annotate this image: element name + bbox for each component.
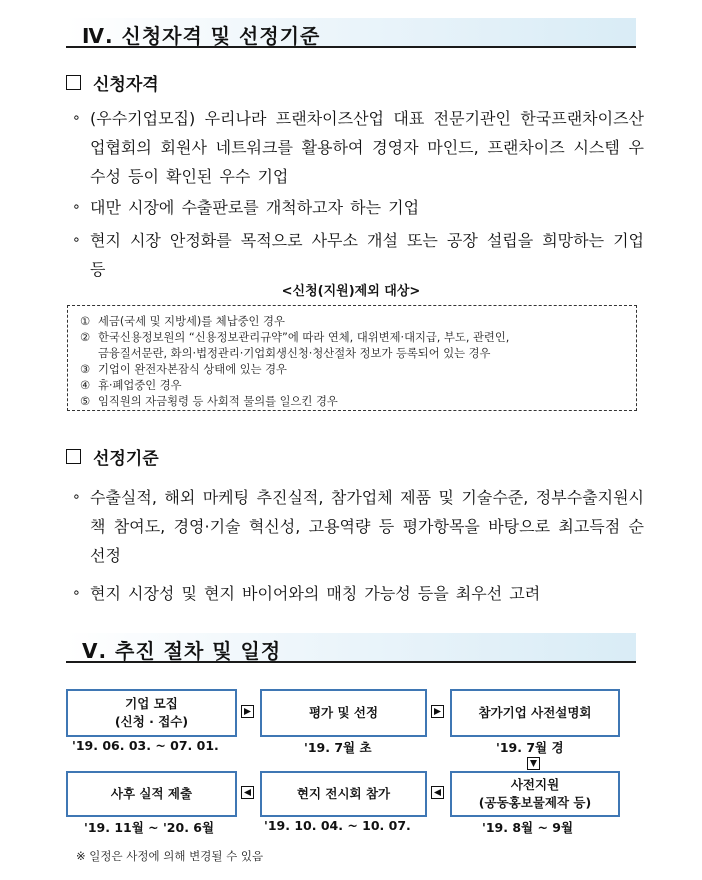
exclusion-item: ① 세금(국세 및 지방세)를 체납중인 경우 bbox=[80, 315, 285, 328]
subheading-eligibility: 신청자격 bbox=[66, 70, 159, 95]
process-step-evaluation: 평가 및 선정 bbox=[260, 689, 427, 737]
step-date: '19. 7월 경 bbox=[496, 740, 564, 755]
step-date: '19. 8월 ~ 9월 bbox=[482, 820, 574, 835]
exclusion-box bbox=[67, 305, 637, 411]
step-date: '19. 10. 04. ~ 10. 07. bbox=[264, 818, 411, 833]
ring-bullet-icon: ∘ bbox=[72, 199, 81, 215]
arrow-left-icon bbox=[431, 786, 444, 799]
exclusion-item: ④ 휴·폐업중인 경우 bbox=[80, 379, 182, 392]
exclusion-item: ③ 기업이 완전자본잠식 상태에 있는 경우 bbox=[80, 363, 287, 376]
step-date: '19. 7월 초 bbox=[304, 740, 372, 755]
ring-bullet-icon: ∘ bbox=[72, 489, 81, 505]
process-step-recruit: 기업 모집 (신청 · 접수) bbox=[66, 689, 237, 737]
section-header-5 bbox=[66, 633, 636, 663]
process-step-presupport: 사전지원 (공동홍보물제작 등) bbox=[450, 771, 620, 817]
exclusion-item: ② 한국신용정보원의 “신용정보관리규약”에 따라 연체, 대위변제·대지급, 부도, 관련인, bbox=[80, 331, 510, 344]
section-header-4 bbox=[66, 18, 636, 48]
subheading-criteria: 선정기준 bbox=[66, 444, 159, 469]
list-item: ∘ 현지 시장 안정화를 목적으로 사무소 개설 또는 공장 설립을 희망하는 기업 등 bbox=[72, 226, 644, 284]
process-step-briefing: 참가기업 사전설명회 bbox=[450, 689, 620, 737]
section-title: Ⅳ. 신청자격 및 선정기준 bbox=[82, 24, 321, 48]
arrow-right-icon bbox=[241, 705, 254, 718]
checkbox-square-icon bbox=[66, 75, 81, 90]
checkbox-square-icon bbox=[66, 449, 81, 464]
arrow-down-icon bbox=[527, 757, 540, 770]
process-step-exhibition: 현지 전시회 참가 bbox=[260, 771, 427, 817]
ring-bullet-icon: ∘ bbox=[72, 585, 81, 601]
exclusion-title: <신청(지원)제외 대상> bbox=[281, 284, 421, 299]
ring-bullet-icon: ∘ bbox=[72, 110, 81, 126]
exclusion-item: ⑤ 임직원의 자금횡령 등 사회적 물의를 일으킨 경우 bbox=[80, 395, 338, 408]
list-item: ∘ 수출실적, 해외 마케팅 추진실적, 참가업체 제품 및 기술수준, 정부수출지원시책 참여도, 경영·기술 혁신성, 고용역량 등 평가항목을 바탕으로 최고득점 순 선정 bbox=[72, 483, 644, 570]
step-date: '19. 11월 ~ '20. 6월 bbox=[84, 820, 215, 835]
list-item: ∘ 대만 시장에 수출판로를 개척하고자 하는 기업 bbox=[72, 193, 644, 222]
process-step-report: 사후 실적 제출 bbox=[66, 771, 237, 817]
list-item: ∘ (우수기업모집) 우리나라 프랜차이즈산업 대표 전문기관인 한국프랜차이즈산업협회의 회원사 네트워크를 활용하여 경영자 마인드, 프랜차이즈 시스템 우수성 등이 확인된 우수 기업 bbox=[72, 104, 644, 191]
arrow-right-icon bbox=[431, 705, 444, 718]
section-title: Ⅴ. 추진 절차 및 일정 bbox=[82, 639, 282, 663]
exclusion-item: 금융질서문란, 화의·법정관리·기업회생신청·청산절차 정보가 등록되어 있는 경우 bbox=[98, 347, 491, 360]
list-item: ∘ 현지 시장성 및 현지 바이어와의 매칭 가능성 등을 최우선 고려 bbox=[72, 579, 644, 608]
step-date: '19. 06. 03. ~ 07. 01. bbox=[72, 738, 219, 753]
schedule-note: ※ 일정은 사정에 의해 변경될 수 있음 bbox=[76, 849, 264, 863]
arrow-left-icon bbox=[241, 786, 254, 799]
ring-bullet-icon: ∘ bbox=[72, 232, 81, 248]
